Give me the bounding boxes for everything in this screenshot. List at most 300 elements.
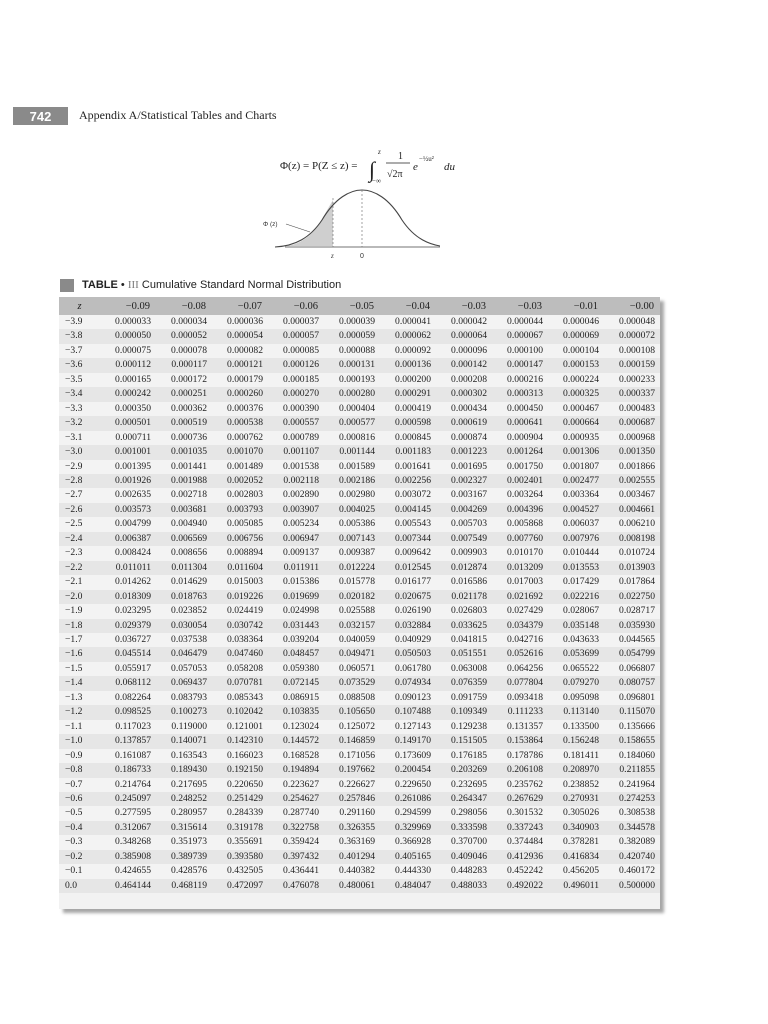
z-value-cell: −1.4: [59, 676, 100, 690]
table-row: [59, 850, 660, 864]
probability-cell: 0.000577: [324, 416, 380, 430]
probability-cell: 0.186733: [100, 763, 156, 777]
probability-cell: 0.000200: [380, 373, 436, 387]
z-value-cell: −1.1: [59, 720, 100, 734]
probability-cell: 0.000041: [380, 315, 436, 329]
column-header: −0.00: [604, 297, 660, 315]
probability-cell: 0.366928: [380, 835, 436, 849]
probability-cell: 0.008198: [604, 532, 660, 546]
probability-cell: 0.000147: [492, 358, 548, 372]
normal-curve-figure: [260, 188, 440, 264]
probability-cell: 0.002890: [268, 488, 324, 502]
probability-cell: 0.000501: [100, 416, 156, 430]
probability-cell: 0.460172: [604, 864, 660, 878]
probability-cell: 0.012224: [324, 561, 380, 575]
probability-cell: 0.002186: [324, 474, 380, 488]
probability-cell: 0.001489: [212, 460, 268, 474]
z-axis-label: z: [331, 252, 334, 260]
probability-cell: 0.003681: [156, 503, 212, 517]
table-row: [59, 763, 660, 777]
probability-cell: 0.003573: [100, 503, 156, 517]
probability-cell: 0.041815: [436, 633, 492, 647]
probability-cell: 0.000193: [324, 373, 380, 387]
probability-cell: 0.002118: [268, 474, 324, 488]
table-number: III: [127, 279, 139, 291]
z-value-cell: −0.5: [59, 806, 100, 820]
normal-distribution-table: [59, 297, 660, 909]
probability-cell: 0.163543: [156, 749, 212, 763]
probability-cell: 0.105650: [324, 705, 380, 719]
table-row: [59, 329, 660, 343]
column-header: −0.07: [212, 297, 268, 315]
probability-cell: 0.007549: [436, 532, 492, 546]
table-row: [59, 778, 660, 792]
probability-cell: 0.000057: [268, 329, 324, 343]
probability-cell: 0.003907: [268, 503, 324, 517]
probability-cell: 0.109349: [436, 705, 492, 719]
probability-cell: 0.001264: [492, 445, 548, 459]
probability-cell: 0.002635: [100, 488, 156, 502]
probability-cell: 0.000136: [380, 358, 436, 372]
probability-cell: 0.005868: [492, 517, 548, 531]
probability-cell: 0.000519: [156, 416, 212, 430]
probability-cell: 0.001750: [492, 460, 548, 474]
probability-cell: 0.000075: [100, 344, 156, 358]
probability-cell: 0.046479: [156, 647, 212, 661]
probability-cell: 0.000687: [604, 416, 660, 430]
probability-cell: 0.018763: [156, 590, 212, 604]
probability-cell: 0.033625: [436, 619, 492, 633]
probability-cell: 0.061780: [380, 662, 436, 676]
probability-cell: 0.000121: [212, 358, 268, 372]
probability-cell: 0.016586: [436, 575, 492, 589]
probability-cell: 0.028717: [604, 604, 660, 618]
table-row: [59, 344, 660, 358]
probability-cell: 0.000126: [268, 358, 324, 372]
table-row: [59, 503, 660, 517]
probability-cell: 0.355691: [212, 835, 268, 849]
probability-cell: 0.001538: [268, 460, 324, 474]
probability-cell: 0.024419: [212, 604, 268, 618]
probability-cell: 0.100273: [156, 705, 212, 719]
probability-cell: 0.000037: [268, 315, 324, 329]
probability-cell: 0.287740: [268, 806, 324, 820]
probability-cell: 0.432505: [212, 864, 268, 878]
probability-cell: 0.385908: [100, 850, 156, 864]
z-value-cell: −1.0: [59, 734, 100, 748]
probability-cell: 0.017429: [548, 575, 604, 589]
probability-cell: 0.032157: [324, 619, 380, 633]
probability-cell: 0.001001: [100, 445, 156, 459]
table-row: [59, 402, 660, 416]
probability-cell: 0.039204: [268, 633, 324, 647]
table-row: [59, 373, 660, 387]
z-value-cell: −3.8: [59, 329, 100, 343]
probability-cell: 0.125072: [324, 720, 380, 734]
probability-cell: 0.111233: [492, 705, 548, 719]
page-number: 742: [13, 107, 68, 125]
probability-cell: 0.291160: [324, 806, 380, 820]
probability-cell: 0.393580: [212, 850, 268, 864]
probability-cell: 0.189430: [156, 763, 212, 777]
probability-cell: 0.030742: [212, 619, 268, 633]
probability-cell: 0.000208: [436, 373, 492, 387]
probability-cell: 0.013903: [604, 561, 660, 575]
probability-cell: 0.036727: [100, 633, 156, 647]
probability-cell: 0.378281: [548, 835, 604, 849]
z-value-cell: −2.8: [59, 474, 100, 488]
probability-cell: 0.312067: [100, 821, 156, 835]
probability-cell: 0.002555: [604, 474, 660, 488]
probability-cell: 0.329969: [380, 821, 436, 835]
probability-cell: 0.044565: [604, 633, 660, 647]
probability-cell: 0.023295: [100, 604, 156, 618]
z-value-cell: −1.9: [59, 604, 100, 618]
probability-cell: 0.095098: [548, 691, 604, 705]
table-row: [59, 691, 660, 705]
probability-cell: 0.004527: [548, 503, 604, 517]
probability-cell: 0.023852: [156, 604, 212, 618]
probability-cell: 0.085343: [212, 691, 268, 705]
column-header: −0.03: [436, 297, 492, 315]
table-row: [59, 676, 660, 690]
probability-cell: 0.028067: [548, 604, 604, 618]
probability-cell: 0.001035: [156, 445, 212, 459]
probability-cell: 0.090123: [380, 691, 436, 705]
probability-cell: 0.002803: [212, 488, 268, 502]
probability-cell: 0.140071: [156, 734, 212, 748]
probability-cell: 0.211855: [604, 763, 660, 777]
probability-cell: 0.121001: [212, 720, 268, 734]
probability-cell: 0.000069: [548, 329, 604, 343]
table-row: [59, 474, 660, 488]
probability-cell: 0.000557: [268, 416, 324, 430]
probability-cell: 0.098525: [100, 705, 156, 719]
z-value-cell: −3.7: [59, 344, 100, 358]
probability-cell: 0.500000: [604, 879, 660, 893]
table-title: [82, 279, 341, 291]
probability-cell: 0.073529: [324, 676, 380, 690]
probability-cell: 0.004940: [156, 517, 212, 531]
probability-cell: 0.178786: [492, 749, 548, 763]
probability-cell: 0.065522: [548, 662, 604, 676]
probability-cell: 0.248252: [156, 792, 212, 806]
column-header-z: z: [59, 297, 100, 315]
formula-du: du: [444, 161, 455, 173]
z-value-cell: −1.3: [59, 691, 100, 705]
z-value-cell: −3.6: [59, 358, 100, 372]
table-row: [59, 416, 660, 430]
exp-base: e: [413, 161, 418, 173]
probability-cell: 0.003364: [548, 488, 604, 502]
table-row: [59, 792, 660, 806]
probability-cell: 0.005085: [212, 517, 268, 531]
probability-cell: 0.000874: [436, 431, 492, 445]
probability-cell: 0.305026: [548, 806, 604, 820]
probability-cell: 0.117023: [100, 720, 156, 734]
probability-cell: 0.197662: [324, 763, 380, 777]
probability-cell: 0.103835: [268, 705, 324, 719]
probability-cell: 0.035148: [548, 619, 604, 633]
probability-cell: 0.015003: [212, 575, 268, 589]
probability-cell: 0.232695: [436, 778, 492, 792]
probability-cell: 0.004145: [380, 503, 436, 517]
table-row: [59, 445, 660, 459]
probability-cell: 0.000270: [268, 387, 324, 401]
probability-cell: 0.001441: [156, 460, 212, 474]
probability-cell: 0.257846: [324, 792, 380, 806]
probability-cell: 0.000935: [548, 431, 604, 445]
z-value-cell: −2.9: [59, 460, 100, 474]
probability-cell: 0.027429: [492, 604, 548, 618]
probability-cell: 0.000112: [100, 358, 156, 372]
z-value-cell: −2.5: [59, 517, 100, 531]
probability-cell: 0.001107: [268, 445, 324, 459]
probability-cell: 0.000078: [156, 344, 212, 358]
z-value-cell: −0.2: [59, 850, 100, 864]
probability-cell: 0.011604: [212, 561, 268, 575]
probability-cell: 0.012545: [380, 561, 436, 575]
probability-cell: 0.055917: [100, 662, 156, 676]
probability-cell: 0.000165: [100, 373, 156, 387]
probability-cell: 0.000325: [548, 387, 604, 401]
table-caption: Cumulative Standard Normal Distribution: [141, 279, 342, 291]
probability-cell: 0.000153: [548, 358, 604, 372]
probability-cell: 0.007143: [324, 532, 380, 546]
probability-cell: 0.226627: [324, 778, 380, 792]
z-value-cell: −3.3: [59, 402, 100, 416]
probability-cell: 0.235762: [492, 778, 548, 792]
probability-cell: 0.010170: [492, 546, 548, 560]
probability-cell: 0.014629: [156, 575, 212, 589]
probability-cell: 0.004396: [492, 503, 548, 517]
cdf-formula: [280, 145, 480, 185]
probability-cell: 0.294599: [380, 806, 436, 820]
probability-cell: 0.000104: [548, 344, 604, 358]
probability-cell: 0.001589: [324, 460, 380, 474]
probability-cell: 0.149170: [380, 734, 436, 748]
table-row: [59, 619, 660, 633]
probability-cell: 0.006947: [268, 532, 324, 546]
probability-cell: 0.058208: [212, 662, 268, 676]
probability-cell: 0.319178: [212, 821, 268, 835]
probability-cell: 0.000538: [212, 416, 268, 430]
probability-cell: 0.002401: [492, 474, 548, 488]
probability-cell: 0.448283: [436, 864, 492, 878]
probability-cell: 0.322758: [268, 821, 324, 835]
probability-cell: 0.115070: [604, 705, 660, 719]
probability-cell: 0.006756: [212, 532, 268, 546]
probability-cell: 0.002327: [436, 474, 492, 488]
probability-cell: 0.000233: [604, 373, 660, 387]
probability-cell: 0.002052: [212, 474, 268, 488]
probability-cell: 0.030054: [156, 619, 212, 633]
probability-cell: 0.000904: [492, 431, 548, 445]
probability-cell: 0.113140: [548, 705, 604, 719]
probability-cell: 0.200454: [380, 763, 436, 777]
probability-cell: 0.000072: [604, 329, 660, 343]
probability-cell: 0.363169: [324, 835, 380, 849]
probability-cell: 0.000619: [436, 416, 492, 430]
probability-cell: 0.153864: [492, 734, 548, 748]
probability-cell: 0.029379: [100, 619, 156, 633]
probability-cell: 0.464144: [100, 879, 156, 893]
integral-lower-limit: −∞: [372, 177, 381, 185]
integral-sign-icon: ∫: [369, 157, 376, 182]
probability-cell: 0.000185: [268, 373, 324, 387]
probability-cell: 0.050503: [380, 647, 436, 661]
probability-cell: 0.284339: [212, 806, 268, 820]
z-value-cell: −2.1: [59, 575, 100, 589]
probability-cell: 0.001695: [436, 460, 492, 474]
probability-cell: 0.045514: [100, 647, 156, 661]
table-row: [59, 561, 660, 575]
probability-cell: 0.011911: [268, 561, 324, 575]
probability-cell: 0.000260: [212, 387, 268, 401]
z-value-cell: −1.7: [59, 633, 100, 647]
probability-cell: 0.456205: [548, 864, 604, 878]
column-header: −0.09: [100, 297, 156, 315]
probability-cell: 0.070781: [212, 676, 268, 690]
table-row: [59, 517, 660, 531]
table-label: TABLE: [82, 279, 118, 291]
probability-cell: 0.004799: [100, 517, 156, 531]
z-value-cell: −2.4: [59, 532, 100, 546]
probability-cell: 0.020182: [324, 590, 380, 604]
probability-cell: 0.026803: [436, 604, 492, 618]
z-value-cell: −3.2: [59, 416, 100, 430]
probability-cell: 0.001070: [212, 445, 268, 459]
column-header: −0.05: [324, 297, 380, 315]
probability-cell: 0.000762: [212, 431, 268, 445]
probability-cell: 0.037538: [156, 633, 212, 647]
probability-cell: 0.038364: [212, 633, 268, 647]
probability-cell: 0.405165: [380, 850, 436, 864]
probability-cell: 0.000664: [548, 416, 604, 430]
probability-cell: 0.002980: [324, 488, 380, 502]
shaded-area: [285, 200, 333, 246]
probability-cell: 0.017864: [604, 575, 660, 589]
probability-cell: 0.009387: [324, 546, 380, 560]
probability-cell: 0.351973: [156, 835, 212, 849]
probability-cell: 0.245097: [100, 792, 156, 806]
probability-cell: 0.123024: [268, 720, 324, 734]
probability-cell: 0.034379: [492, 619, 548, 633]
probability-cell: 0.079270: [548, 676, 604, 690]
probability-cell: 0.181411: [548, 749, 604, 763]
probability-cell: 0.348268: [100, 835, 156, 849]
probability-cell: 0.374484: [492, 835, 548, 849]
probability-cell: 0.000050: [100, 329, 156, 343]
probability-cell: 0.484047: [380, 879, 436, 893]
probability-cell: 0.144572: [268, 734, 324, 748]
probability-cell: 0.000096: [436, 344, 492, 358]
probability-cell: 0.308538: [604, 806, 660, 820]
probability-cell: 0.066807: [604, 662, 660, 676]
probability-cell: 0.042716: [492, 633, 548, 647]
probability-cell: 0.238852: [548, 778, 604, 792]
probability-cell: 0.015778: [324, 575, 380, 589]
z-value-cell: −2.7: [59, 488, 100, 502]
probability-cell: 0.298056: [436, 806, 492, 820]
probability-cell: 0.223627: [268, 778, 324, 792]
probability-cell: 0.000036: [212, 315, 268, 329]
probability-cell: 0.496011: [548, 879, 604, 893]
probability-cell: 0.492022: [492, 879, 548, 893]
probability-cell: 0.000224: [548, 373, 604, 387]
probability-cell: 0.158655: [604, 734, 660, 748]
probability-cell: 0.031443: [268, 619, 324, 633]
probability-cell: 0.010724: [604, 546, 660, 560]
probability-cell: 0.220650: [212, 778, 268, 792]
probability-cell: 0.000419: [380, 402, 436, 416]
probability-cell: 0.069437: [156, 676, 212, 690]
z-value-cell: −0.9: [59, 749, 100, 763]
probability-cell: 0.301532: [492, 806, 548, 820]
column-header: −0.03: [492, 297, 548, 315]
probability-cell: 0.000736: [156, 431, 212, 445]
probability-cell: 0.137857: [100, 734, 156, 748]
probability-cell: 0.428576: [156, 864, 212, 878]
probability-cell: 0.488033: [436, 879, 492, 893]
probability-cell: 0.001223: [436, 445, 492, 459]
probability-cell: 0.370700: [436, 835, 492, 849]
probability-cell: 0.009137: [268, 546, 324, 560]
probability-cell: 0.203269: [436, 763, 492, 777]
column-header: −0.01: [548, 297, 604, 315]
probability-cell: 0.340903: [548, 821, 604, 835]
probability-cell: 0.176185: [436, 749, 492, 763]
table-row: [59, 662, 660, 676]
probability-cell: 0.436441: [268, 864, 324, 878]
probability-cell: 0.000404: [324, 402, 380, 416]
table-row: [59, 806, 660, 820]
probability-cell: 0.006037: [548, 517, 604, 531]
probability-cell: 0.192150: [212, 763, 268, 777]
probability-cell: 0.000044: [492, 315, 548, 329]
probability-cell: 0.005234: [268, 517, 324, 531]
z-value-cell: −1.5: [59, 662, 100, 676]
probability-cell: 0.000059: [324, 329, 380, 343]
probability-cell: 0.000350: [100, 402, 156, 416]
probability-cell: 0.000280: [324, 387, 380, 401]
z-value-cell: −1.6: [59, 647, 100, 661]
probability-cell: 0.000088: [324, 344, 380, 358]
probability-cell: 0.267629: [492, 792, 548, 806]
z-value-cell: −0.7: [59, 778, 100, 792]
table-row: [59, 575, 660, 589]
probability-cell: 0.000142: [436, 358, 492, 372]
z-value-cell: −2.2: [59, 561, 100, 575]
probability-cell: 0.000179: [212, 373, 268, 387]
z-value-cell: −3.4: [59, 387, 100, 401]
probability-cell: 0.000789: [268, 431, 324, 445]
probability-cell: 0.444330: [380, 864, 436, 878]
probability-cell: 0.000052: [156, 329, 212, 343]
probability-cell: 0.018309: [100, 590, 156, 604]
probability-cell: 0.020675: [380, 590, 436, 604]
z-value-cell: −1.8: [59, 619, 100, 633]
probability-cell: 0.025588: [324, 604, 380, 618]
probability-cell: 0.068112: [100, 676, 156, 690]
z-value-cell: −0.1: [59, 864, 100, 878]
probability-cell: 0.409046: [436, 850, 492, 864]
zero-axis-label: 0: [360, 253, 364, 260]
probability-cell: 0.333598: [436, 821, 492, 835]
phi-label: Φ (z): [263, 221, 278, 228]
probability-cell: 0.127143: [380, 720, 436, 734]
probability-cell: 0.007760: [492, 532, 548, 546]
